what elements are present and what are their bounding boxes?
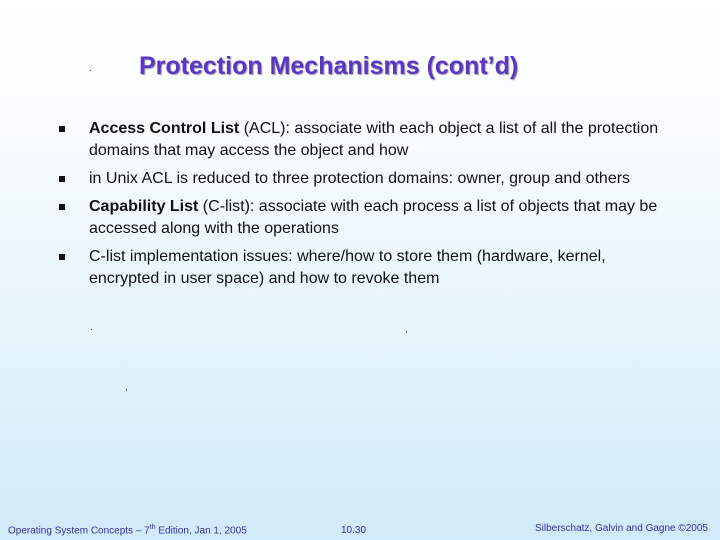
bullet-item [59, 168, 659, 190]
stray-mark: . [90, 322, 93, 333]
square-bullet-icon [59, 254, 65, 260]
footer-book-edition [8, 524, 247, 536]
bullet-list [59, 118, 659, 296]
bullet-item [59, 196, 659, 240]
bullet-term: Access Control List [89, 120, 240, 137]
footer-book-suffix: Edition, Jan 1, 2005 [155, 525, 247, 536]
stray-mark: , [125, 382, 128, 393]
bullet-text: in Unix ACL is reduced to three protection domains: owner, group and others [89, 170, 631, 187]
footer-page-number: 10.30 [341, 525, 367, 536]
square-bullet-icon [59, 204, 65, 210]
bullet-text: C-list implementation issues: where/how to store them (hardware, kernel, encrypted in user space) and how to revoke them [89, 248, 606, 287]
footer-copyright: Silberschatz, Galvin and Gagne ©2005 [534, 523, 708, 534]
stray-mark: . [89, 63, 92, 74]
bullet-item [59, 118, 659, 162]
bullet-text: (ACL): associate with each object a list of all the protection domains that may access the object and how [89, 120, 659, 159]
footer-book-prefix: Operating System Concepts – 7 [8, 525, 150, 536]
slide-title: Protection Mechanisms (cont’d) [139, 52, 519, 80]
footer-book-sup: th [149, 523, 156, 531]
bullet-term: Capability List [89, 198, 199, 215]
bullet-item [59, 246, 659, 290]
stray-mark: , [405, 324, 408, 335]
square-bullet-icon [59, 126, 65, 132]
square-bullet-icon [59, 176, 65, 182]
bullet-text: (C-list): associate with each process a list of objects that may be accessed along with the operations [89, 198, 658, 237]
